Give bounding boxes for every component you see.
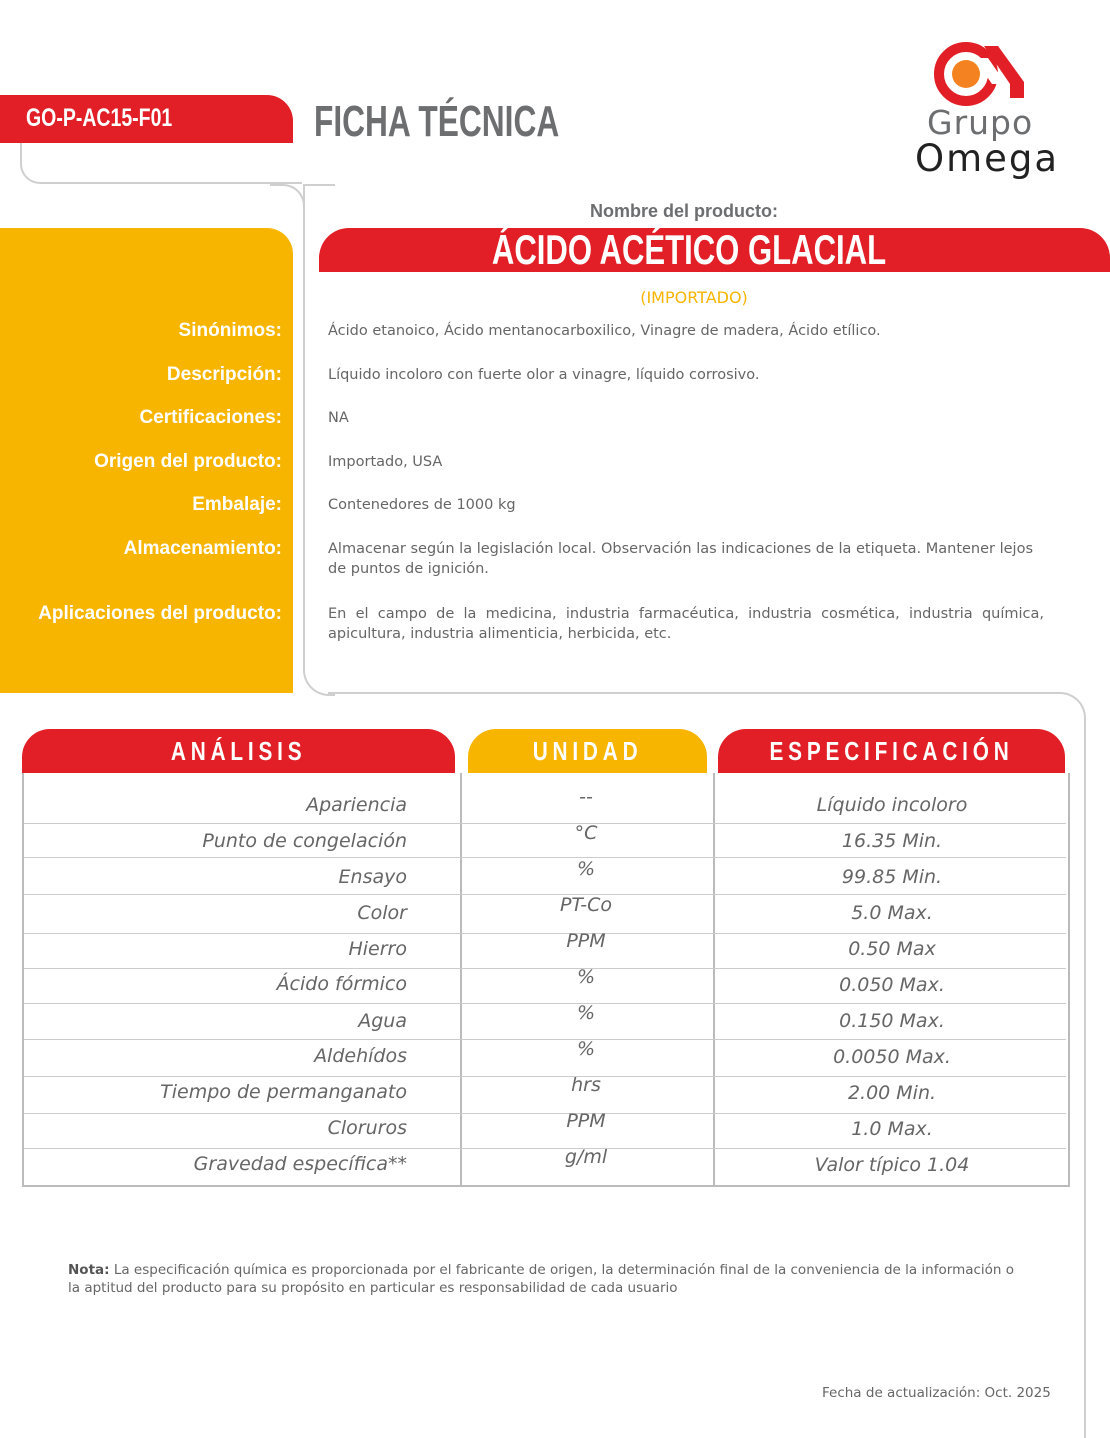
table-cell-analisis: Agua [358, 1010, 407, 1032]
table-cell-unidad: % [576, 1002, 596, 1024]
column-header-especificacion [718, 729, 1065, 773]
table-cell-especificacion: 0.050 Max. [839, 974, 945, 996]
column-header-analisis [22, 729, 455, 773]
table-cell-especificacion: Líquido incoloro [816, 794, 968, 816]
info-outline-bottom [328, 692, 1058, 694]
info-label-origen: Origen del producto: [94, 451, 282, 472]
table-cell-especificacion: 1.0 Max. [851, 1118, 933, 1140]
footer-note-label: Nota: [68, 1262, 110, 1278]
product-name-label: Nombre del producto: [590, 201, 778, 221]
table-cell-analisis: Color [357, 902, 407, 924]
table-cell-especificacion: 0.150 Max. [839, 1010, 945, 1032]
table-cell-analisis: Ensayo [338, 866, 407, 888]
info-label-aplicaciones: Aplicaciones del producto: [38, 603, 282, 624]
info-value-almacenamiento: Almacenar según la legislación local. Observación las indicaciones de la etiqueta. Mantener lejos de puntos de ignición. [328, 541, 1034, 577]
table-cell-analisis: Hierro [348, 938, 407, 960]
table-cell-analisis: Tiempo de permanganato [160, 1081, 407, 1103]
info-value-origen: Importado, USA [328, 454, 443, 470]
column-header-unidad-label: UNIDAD [532, 736, 643, 766]
info-label-sinonimos: Sinónimos: [178, 320, 282, 341]
table-cell-unidad: g/ml [564, 1146, 608, 1168]
table-cell-unidad: hrs [571, 1074, 601, 1096]
table-cell-especificacion: Valor típico 1.04 [814, 1154, 970, 1176]
column-header-especificacion-label: ESPECIFICACIÓN [769, 736, 1014, 766]
info-value-certificaciones: NA [328, 410, 349, 426]
table-cell-especificacion: 5.0 Max. [851, 902, 933, 924]
info-value-descripcion: Líquido incoloro con fuerte olor a vinagre, líquido corrosivo. [328, 367, 760, 383]
logo-text-grupo: Grupo [927, 103, 1034, 142]
info-value-embalaje: Contenedores de 1000 kg [328, 497, 516, 513]
table-cell-analisis: Aldehídos [314, 1045, 407, 1067]
table-cell-analisis: Punto de congelación [202, 830, 407, 852]
update-date: Fecha de actualización: Oct. 2025 [822, 1385, 1051, 1401]
table-cell-analisis: Apariencia [306, 794, 407, 816]
table-cell-especificacion: 0.0050 Max. [833, 1046, 951, 1068]
logo-text-omega: Omega [915, 137, 1060, 180]
footer-note [68, 1261, 1028, 1297]
header-outline-curve [270, 184, 305, 216]
table-cell-especificacion: 2.00 Min. [847, 1082, 937, 1104]
product-name: ÁCIDO ACÉTICO GLACIAL [491, 226, 887, 273]
table-cell-especificacion: 0.50 Max [848, 938, 936, 960]
product-subtitle: (IMPORTADO) [640, 288, 748, 307]
table-cell-unidad: °C [574, 822, 598, 844]
page-title: FICHA TÉCNICA [314, 97, 560, 146]
info-value-sinonimos: Ácido etanoico, Ácido mentanocarboxilico, Vinagre de madera, Ácido etílico. [328, 323, 881, 339]
info-value-aplicaciones: En el campo de la medicina, industria farmacéutica, industria cosmética, industria química, apicultura, industria alimenticia, herbicida, etc. [328, 606, 1044, 642]
table-cell-especificacion: 99.85 Min. [841, 866, 943, 888]
info-label-descripcion: Descripción: [166, 364, 282, 385]
column-header-analisis-label: ANÁLISIS [170, 736, 307, 766]
table-cell-unidad: % [576, 858, 596, 880]
table-cell-unidad: % [576, 1038, 596, 1060]
info-label-embalaje: Embalaje: [192, 494, 282, 515]
table-column-divider [713, 773, 715, 1186]
table-cell-especificacion: 16.35 Min. [841, 830, 943, 852]
info-label-certificaciones: Certificaciones: [139, 407, 282, 428]
footer-note-text: La especificación química es proporcionada por el fabricante de origen, la determinación final de la conveniencia de la información o la aptitud del producto para su propósito en particular es responsabilidad de cada usuario [68, 1262, 1015, 1296]
document-code: GO-P-AC15-F01 [26, 104, 173, 132]
table-cell-unidad: -- [579, 786, 593, 808]
table-cell-unidad: % [576, 966, 596, 988]
table-cell-analisis: Ácido fórmico [276, 973, 407, 995]
table-cell-unidad: PPM [566, 930, 606, 952]
table-cell-unidad: PT-Co [559, 894, 613, 916]
table-cell-analisis: Cloruros [327, 1117, 407, 1139]
column-header-unidad [468, 729, 707, 773]
info-label-almacenamiento: Almacenamiento: [123, 538, 282, 559]
table-cell-analisis: Gravedad específica** [193, 1153, 407, 1175]
table-cell-unidad: PPM [566, 1110, 606, 1132]
